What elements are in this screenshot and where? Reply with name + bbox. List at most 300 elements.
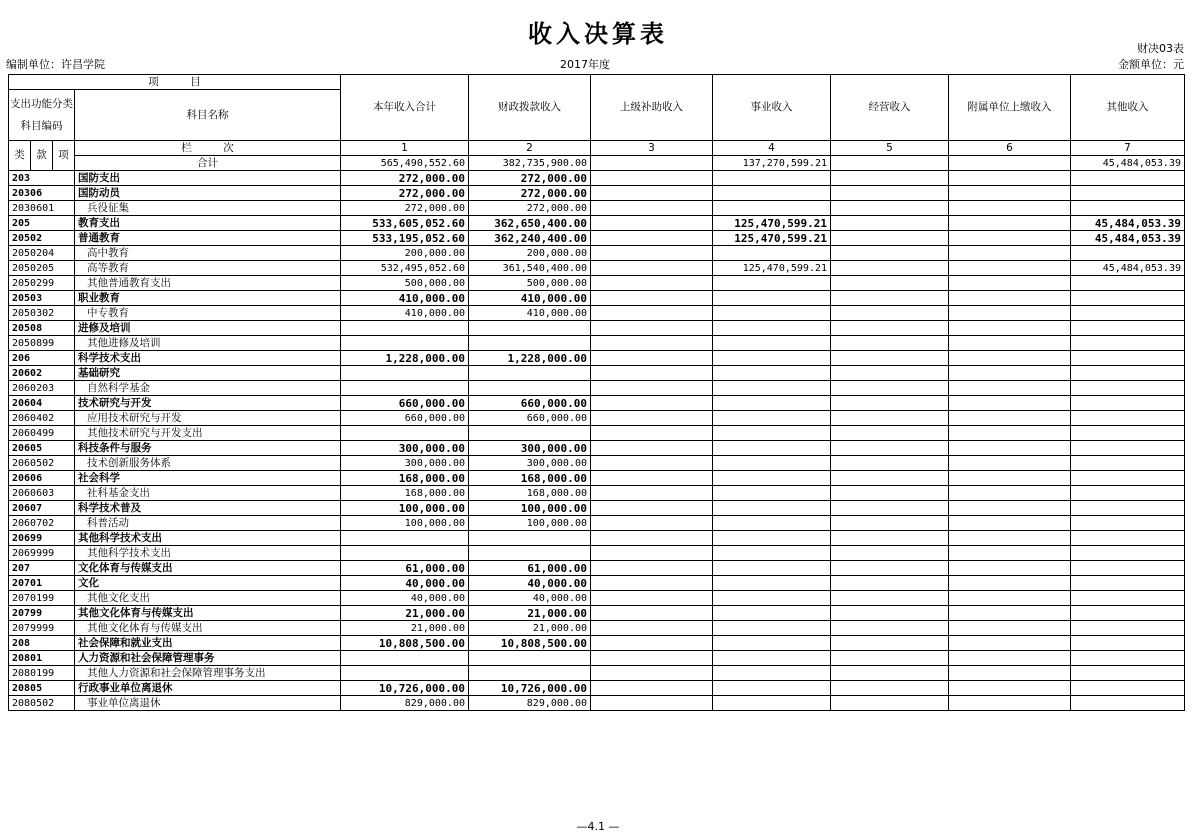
row-c1: 410,000.00	[341, 291, 469, 306]
row-c1: 272,000.00	[341, 201, 469, 216]
row-c6	[949, 546, 1071, 561]
table-row	[9, 636, 1185, 651]
row-c7	[1071, 411, 1185, 426]
row-name: 其他技术研究与开发支出	[75, 426, 341, 441]
row-c2: 500,000.00	[469, 276, 591, 291]
row-c2: 300,000.00	[469, 441, 591, 456]
row-c2: 168,000.00	[469, 471, 591, 486]
row-c7	[1071, 441, 1185, 456]
row-c4	[713, 531, 831, 546]
row-c4	[713, 606, 831, 621]
row-c4	[713, 651, 831, 666]
row-c2: 168,000.00	[469, 486, 591, 501]
row-code: 20602	[9, 366, 75, 381]
row-c2: 272,000.00	[469, 171, 591, 186]
row-c1: 660,000.00	[341, 396, 469, 411]
table-row	[9, 486, 1185, 501]
table-row	[9, 291, 1185, 306]
row-c5	[831, 381, 949, 396]
table-row	[9, 336, 1185, 351]
row-c6	[949, 651, 1071, 666]
row-c4	[713, 171, 831, 186]
row-code: 2060402	[9, 411, 75, 426]
row-name: 社科基金支出	[75, 486, 341, 501]
row-c3	[591, 561, 713, 576]
row-c6	[949, 561, 1071, 576]
row-code: 20805	[9, 681, 75, 696]
table-row	[9, 681, 1185, 696]
row-c5	[831, 171, 949, 186]
row-c1: 660,000.00	[341, 411, 469, 426]
row-code: 2060702	[9, 516, 75, 531]
row-c6	[949, 606, 1071, 621]
row-c1: 21,000.00	[341, 621, 469, 636]
row-c7	[1071, 396, 1185, 411]
total-c4: 137,270,599.21	[713, 156, 831, 171]
row-c3	[591, 366, 713, 381]
row-c6	[949, 531, 1071, 546]
col-num-6: 6	[949, 141, 1071, 156]
row-c2	[469, 381, 591, 396]
row-c2: 300,000.00	[469, 456, 591, 471]
row-c7	[1071, 471, 1185, 486]
row-c3	[591, 531, 713, 546]
row-c7	[1071, 306, 1185, 321]
col-header-7: 其他收入	[1071, 75, 1185, 141]
row-c3	[591, 636, 713, 651]
table-row	[9, 651, 1185, 666]
row-code: 2069999	[9, 546, 75, 561]
row-c3	[591, 546, 713, 561]
row-c2: 829,000.00	[469, 696, 591, 711]
row-c1	[341, 381, 469, 396]
row-c7	[1071, 456, 1185, 471]
row-c3	[591, 201, 713, 216]
total-c1: 565,490,552.60	[341, 156, 469, 171]
table-row	[9, 246, 1185, 261]
row-c3	[591, 216, 713, 231]
row-c4	[713, 591, 831, 606]
row-c2	[469, 321, 591, 336]
row-code: 206	[9, 351, 75, 366]
row-c7	[1071, 486, 1185, 501]
row-c7	[1071, 516, 1185, 531]
row-c6	[949, 171, 1071, 186]
table-row	[9, 396, 1185, 411]
row-c1: 500,000.00	[341, 276, 469, 291]
col-header-1: 本年收入合计	[341, 75, 469, 141]
row-c2: 21,000.00	[469, 606, 591, 621]
row-code: 205	[9, 216, 75, 231]
row-name: 社会科学	[75, 471, 341, 486]
row-c1: 1,228,000.00	[341, 351, 469, 366]
row-c1: 272,000.00	[341, 186, 469, 201]
row-c5	[831, 231, 949, 246]
table-row	[9, 456, 1185, 471]
row-c2: 1,228,000.00	[469, 351, 591, 366]
row-c1: 300,000.00	[341, 456, 469, 471]
row-code: 20503	[9, 291, 75, 306]
row-c4	[713, 426, 831, 441]
row-c5	[831, 591, 949, 606]
compiling-unit: 编制单位：许昌学院	[6, 58, 105, 71]
row-c7	[1071, 546, 1185, 561]
row-name: 普通教育	[75, 231, 341, 246]
row-c2: 100,000.00	[469, 501, 591, 516]
row-c1	[341, 666, 469, 681]
row-c6	[949, 381, 1071, 396]
row-c6	[949, 471, 1071, 486]
row-c1: 10,808,500.00	[341, 636, 469, 651]
row-c7	[1071, 336, 1185, 351]
row-c3	[591, 381, 713, 396]
row-c4	[713, 546, 831, 561]
row-c6	[949, 696, 1071, 711]
row-name: 其他文化体育与传媒支出	[75, 606, 341, 621]
row-c7	[1071, 696, 1185, 711]
income-final-accounts-table	[8, 74, 1185, 711]
row-c4	[713, 276, 831, 291]
row-c6	[949, 456, 1071, 471]
row-name: 基础研究	[75, 366, 341, 381]
row-c7	[1071, 171, 1185, 186]
row-name: 文化	[75, 576, 341, 591]
row-c6	[949, 306, 1071, 321]
row-c5	[831, 606, 949, 621]
name-col-header: 科目名称	[75, 90, 341, 141]
row-c4	[713, 366, 831, 381]
row-c2: 272,000.00	[469, 201, 591, 216]
row-code: 2050899	[9, 336, 75, 351]
table-row	[9, 576, 1185, 591]
row-name: 科普活动	[75, 516, 341, 531]
row-c5	[831, 456, 949, 471]
row-c2: 362,240,400.00	[469, 231, 591, 246]
row-c1	[341, 546, 469, 561]
table-row	[9, 231, 1185, 246]
col-num-7: 7	[1071, 141, 1185, 156]
row-name: 文化体育与传媒支出	[75, 561, 341, 576]
row-name: 其他普通教育支出	[75, 276, 341, 291]
row-c6	[949, 441, 1071, 456]
row-c6	[949, 666, 1071, 681]
row-name: 人力资源和社会保障管理事务	[75, 651, 341, 666]
row-code: 2080199	[9, 666, 75, 681]
row-c1: 21,000.00	[341, 606, 469, 621]
row-name: 科技条件与服务	[75, 441, 341, 456]
table-row	[9, 381, 1185, 396]
row-name: 技术研究与开发	[75, 396, 341, 411]
row-c3	[591, 441, 713, 456]
row-c5	[831, 651, 949, 666]
row-c3	[591, 396, 713, 411]
row-c6	[949, 576, 1071, 591]
row-c5	[831, 666, 949, 681]
table-row	[9, 546, 1185, 561]
row-code: 2080502	[9, 696, 75, 711]
row-c1: 300,000.00	[341, 441, 469, 456]
row-c5	[831, 201, 949, 216]
row-c1: 61,000.00	[341, 561, 469, 576]
row-c4	[713, 321, 831, 336]
row-c2: 410,000.00	[469, 306, 591, 321]
row-c5	[831, 441, 949, 456]
row-c4	[713, 621, 831, 636]
row-c6	[949, 591, 1071, 606]
row-c5	[831, 561, 949, 576]
row-c6	[949, 321, 1071, 336]
col-num-5: 5	[831, 141, 949, 156]
row-c7	[1071, 606, 1185, 621]
row-c1: 410,000.00	[341, 306, 469, 321]
row-c4	[713, 186, 831, 201]
row-c7	[1071, 426, 1185, 441]
table-row	[9, 441, 1185, 456]
row-c5	[831, 396, 949, 411]
row-c7: 45,484,053.39	[1071, 261, 1185, 276]
row-name: 其他文化支出	[75, 591, 341, 606]
row-c1: 200,000.00	[341, 246, 469, 261]
row-c7	[1071, 531, 1185, 546]
form-number: 财决03表	[1137, 42, 1184, 55]
table-row	[9, 411, 1185, 426]
table-row	[9, 606, 1185, 621]
row-c4	[713, 246, 831, 261]
row-name: 其他人力资源和社会保障管理事务支出	[75, 666, 341, 681]
row-c4	[713, 636, 831, 651]
page-title: 收入决算表	[528, 20, 668, 48]
xiang-header: 项	[53, 141, 75, 171]
page-number: —4.1 —	[576, 820, 620, 833]
row-c2: 40,000.00	[469, 591, 591, 606]
row-c7	[1071, 576, 1185, 591]
row-c6	[949, 201, 1071, 216]
row-c1: 40,000.00	[341, 576, 469, 591]
row-c3	[591, 486, 713, 501]
row-code: 20605	[9, 441, 75, 456]
row-c1: 168,000.00	[341, 471, 469, 486]
row-c7	[1071, 501, 1185, 516]
row-c1: 829,000.00	[341, 696, 469, 711]
row-c1: 100,000.00	[341, 501, 469, 516]
row-c3	[591, 666, 713, 681]
row-c2: 21,000.00	[469, 621, 591, 636]
col-header-4: 事业收入	[713, 75, 831, 141]
row-c5	[831, 306, 949, 321]
project-header: 项 目	[9, 75, 341, 90]
row-c4	[713, 516, 831, 531]
row-c1	[341, 366, 469, 381]
row-c3	[591, 261, 713, 276]
row-c1: 272,000.00	[341, 171, 469, 186]
row-c5	[831, 336, 949, 351]
total-c2: 382,735,900.00	[469, 156, 591, 171]
row-c3	[591, 681, 713, 696]
row-c3	[591, 306, 713, 321]
row-c5	[831, 261, 949, 276]
table-row	[9, 561, 1185, 576]
row-c2: 361,540,400.00	[469, 261, 591, 276]
row-c4	[713, 456, 831, 471]
row-name: 兵役征集	[75, 201, 341, 216]
row-c2: 660,000.00	[469, 411, 591, 426]
col-header-3: 上级补助收入	[591, 75, 713, 141]
row-c4: 125,470,599.21	[713, 261, 831, 276]
row-c2: 10,726,000.00	[469, 681, 591, 696]
table-row	[9, 621, 1185, 636]
row-code: 2050299	[9, 276, 75, 291]
row-c5	[831, 426, 949, 441]
row-name: 国防支出	[75, 171, 341, 186]
row-code: 2060499	[9, 426, 75, 441]
row-code: 2050302	[9, 306, 75, 321]
row-name: 技术创新服务体系	[75, 456, 341, 471]
row-c5	[831, 636, 949, 651]
row-code: 2030601	[9, 201, 75, 216]
row-name: 教育支出	[75, 216, 341, 231]
table-row	[9, 201, 1185, 216]
row-name: 科学技术支出	[75, 351, 341, 366]
row-c7	[1071, 666, 1185, 681]
row-code: 20801	[9, 651, 75, 666]
row-name: 高中教育	[75, 246, 341, 261]
table-row	[9, 306, 1185, 321]
row-code: 20699	[9, 531, 75, 546]
row-c6	[949, 291, 1071, 306]
row-c2: 362,650,400.00	[469, 216, 591, 231]
row-c3	[591, 576, 713, 591]
row-c6	[949, 276, 1071, 291]
row-c5	[831, 411, 949, 426]
row-name: 事业单位离退休	[75, 696, 341, 711]
row-c1: 533,605,052.60	[341, 216, 469, 231]
row-c3	[591, 591, 713, 606]
row-c7	[1071, 636, 1185, 651]
row-name: 高等教育	[75, 261, 341, 276]
table-row	[9, 321, 1185, 336]
row-c6	[949, 366, 1071, 381]
row-c3	[591, 276, 713, 291]
row-c7	[1071, 246, 1185, 261]
row-c1	[341, 426, 469, 441]
row-code: 20508	[9, 321, 75, 336]
row-c6	[949, 426, 1071, 441]
row-c5	[831, 576, 949, 591]
row-c6	[949, 621, 1071, 636]
table-row	[9, 171, 1185, 186]
row-code: 2060203	[9, 381, 75, 396]
row-c3	[591, 606, 713, 621]
row-c3	[591, 456, 713, 471]
row-c7	[1071, 201, 1185, 216]
row-code: 2050205	[9, 261, 75, 276]
row-c3	[591, 186, 713, 201]
row-code: 2060603	[9, 486, 75, 501]
row-c6	[949, 411, 1071, 426]
row-c7	[1071, 291, 1185, 306]
row-name: 中专教育	[75, 306, 341, 321]
row-code: 20502	[9, 231, 75, 246]
row-c3	[591, 291, 713, 306]
row-c3	[591, 321, 713, 336]
row-c5	[831, 216, 949, 231]
table-row	[9, 591, 1185, 606]
row-c7	[1071, 366, 1185, 381]
row-c5	[831, 321, 949, 336]
row-c4	[713, 201, 831, 216]
row-c4: 125,470,599.21	[713, 231, 831, 246]
row-c1: 168,000.00	[341, 486, 469, 501]
row-c7: 45,484,053.39	[1071, 216, 1185, 231]
row-c6	[949, 186, 1071, 201]
row-c7	[1071, 591, 1185, 606]
table-row	[9, 426, 1185, 441]
table-row	[9, 216, 1185, 231]
row-c6	[949, 516, 1071, 531]
table-row	[9, 351, 1185, 366]
row-c4	[713, 291, 831, 306]
lei-header: 类	[9, 141, 31, 171]
row-c5	[831, 516, 949, 531]
row-c3	[591, 501, 713, 516]
row-c7	[1071, 651, 1185, 666]
col-header-5: 经营收入	[831, 75, 949, 141]
row-c5	[831, 276, 949, 291]
row-c1: 40,000.00	[341, 591, 469, 606]
row-name: 其他科学技术支出	[75, 531, 341, 546]
amount-unit: 金额单位：元	[1118, 58, 1184, 71]
row-c6	[949, 336, 1071, 351]
row-c5	[831, 291, 949, 306]
row-c7: 45,484,053.39	[1071, 231, 1185, 246]
row-c2: 100,000.00	[469, 516, 591, 531]
row-c3	[591, 336, 713, 351]
row-c3	[591, 171, 713, 186]
row-name: 科学技术普及	[75, 501, 341, 516]
lanci-header: 栏 次	[75, 141, 341, 156]
row-c6	[949, 681, 1071, 696]
row-c4	[713, 681, 831, 696]
row-c5	[831, 366, 949, 381]
row-c7	[1071, 276, 1185, 291]
row-c1	[341, 531, 469, 546]
row-code: 20607	[9, 501, 75, 516]
col-num-3: 3	[591, 141, 713, 156]
row-name: 进修及培训	[75, 321, 341, 336]
row-c3	[591, 246, 713, 261]
row-c6	[949, 636, 1071, 651]
row-name: 其他科学技术支出	[75, 546, 341, 561]
row-name: 社会保障和就业支出	[75, 636, 341, 651]
row-code: 208	[9, 636, 75, 651]
row-c2	[469, 651, 591, 666]
row-code: 20701	[9, 576, 75, 591]
row-name: 职业教育	[75, 291, 341, 306]
row-c4	[713, 351, 831, 366]
row-c1: 10,726,000.00	[341, 681, 469, 696]
row-c6	[949, 246, 1071, 261]
total-c5	[831, 156, 949, 171]
row-c4	[713, 336, 831, 351]
row-c7	[1071, 351, 1185, 366]
row-c4	[713, 306, 831, 321]
col-header-2: 财政拨款收入	[469, 75, 591, 141]
row-c3	[591, 516, 713, 531]
total-c3	[591, 156, 713, 171]
col-num-1: 1	[341, 141, 469, 156]
row-c4	[713, 576, 831, 591]
row-code: 20604	[9, 396, 75, 411]
